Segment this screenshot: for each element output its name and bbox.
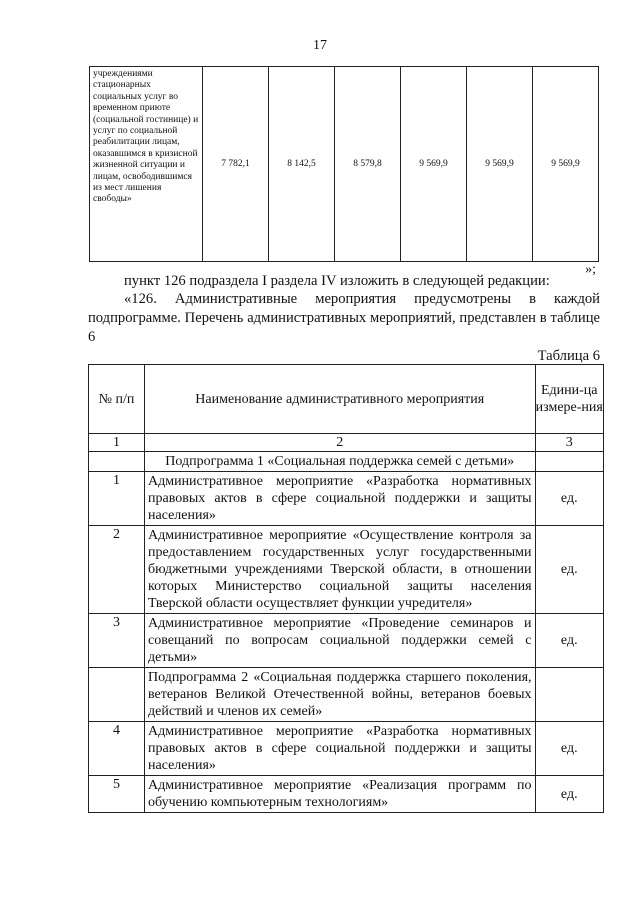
table-caption: Таблица 6 xyxy=(537,348,600,364)
table-cell-value: 9 569,9 xyxy=(467,67,533,262)
table-row xyxy=(89,526,604,614)
row-name: Подпрограмма 2 «Социальная поддержка старшего поколения, ветеранов Великой Отечественной войны, ветеранов боевых действий и членов их семей» xyxy=(144,668,535,722)
admin-measures-table xyxy=(88,364,604,813)
table-row-subprogram xyxy=(89,668,604,722)
row-name: Административное мероприятие «Реализация программ по обучению компьютерным технологиям» xyxy=(144,776,535,813)
paragraph-amendment: пункт 126 подраздела I раздела IV изложить в следующей редакции: xyxy=(124,273,550,289)
table-cell-value: 7 782,1 xyxy=(203,67,269,262)
header-unit: Едини-ца измере-ния xyxy=(535,365,603,434)
table-row xyxy=(89,722,604,776)
table-row-subprogram xyxy=(89,452,604,472)
page-number: 17 xyxy=(313,38,327,53)
row-number: 3 xyxy=(89,614,145,668)
closing-quote: »; xyxy=(585,262,596,277)
table-row xyxy=(89,614,604,668)
row-unit: ед. xyxy=(535,776,603,813)
paragraph-clause-126: «126. Административные мероприятия предусмотрены в каждой подпрограмме. Перечень административных мероприятий, представлен в таблице 6 xyxy=(88,291,600,345)
continued-table xyxy=(89,66,599,262)
row-name: Подпрограмма 1 «Социальная поддержка семей с детьми» xyxy=(144,452,535,472)
table-row xyxy=(89,472,604,526)
row-number: 1 xyxy=(89,472,145,526)
row-unit: ед. xyxy=(535,472,603,526)
column-number: 2 xyxy=(144,434,535,452)
row-unit xyxy=(535,452,603,472)
row-unit: ед. xyxy=(535,722,603,776)
table-row xyxy=(90,67,599,262)
header-number: № п/п xyxy=(89,365,145,434)
table-row xyxy=(89,776,604,813)
row-number xyxy=(89,668,145,722)
table-header-row xyxy=(89,365,604,434)
row-number xyxy=(89,452,145,472)
table-cell-description: учреждениями стационарных социальных услуг во временном приюте (социальной гостинице) и услуг по социальной реабилитации лицам, оказавшимся в кризисной жизненной ситуации и лицам, освободившимся из мест лишения свободы» xyxy=(90,67,203,262)
table-cell-value: 8 579,8 xyxy=(335,67,401,262)
row-number: 2 xyxy=(89,526,145,614)
row-unit xyxy=(535,668,603,722)
column-number: 3 xyxy=(535,434,603,452)
header-name: Наименование административного мероприятия xyxy=(144,365,535,434)
table-cell-value: 9 569,9 xyxy=(533,67,599,262)
row-number: 4 xyxy=(89,722,145,776)
row-unit: ед. xyxy=(535,614,603,668)
row-unit: ед. xyxy=(535,526,603,614)
table-cell-value: 9 569,9 xyxy=(401,67,467,262)
row-number: 5 xyxy=(89,776,145,813)
column-number: 1 xyxy=(89,434,145,452)
row-name: Административное мероприятие «Разработка нормативных правовых актов в сфере социальной поддержки и защиты населения» xyxy=(144,472,535,526)
row-name: Административное мероприятие «Осуществление контроля за предоставлением государственных услуг государственными бюджетными учреждениями Тверской области, в отношении которых Министерство социальной защиты населения Тверской области осуществляет функции учредителя» xyxy=(144,526,535,614)
row-name: Административное мероприятие «Проведение семинаров и совещаний по вопросам социальной поддержки семей с детьми» xyxy=(144,614,535,668)
table-column-numbers-row xyxy=(89,434,604,452)
row-name: Административное мероприятие «Разработка нормативных правовых актов в сфере социальной поддержки и защиты населения» xyxy=(144,722,535,776)
table-cell-value: 8 142,5 xyxy=(269,67,335,262)
